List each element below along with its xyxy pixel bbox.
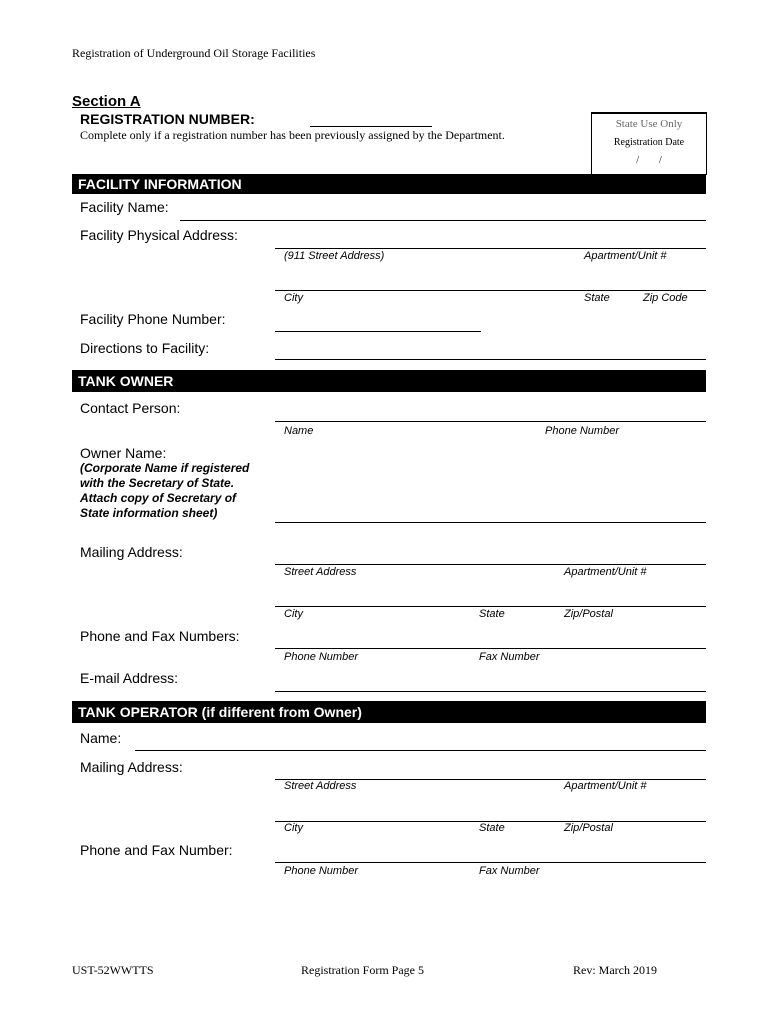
- footer-revision: Rev: March 2019: [573, 963, 657, 977]
- owner-street-field[interactable]: [275, 545, 706, 563]
- directions-label: Directions to Facility:: [80, 340, 210, 356]
- facility-street-caption: (911 Street Address): [284, 250, 385, 262]
- facility-name-line: [180, 220, 706, 221]
- owner-zip-caption: Zip/Postal: [564, 608, 613, 620]
- facility-city-line: [275, 290, 706, 291]
- directions-field[interactable]: [275, 340, 706, 358]
- facility-section-header: FACILITY INFORMATION: [72, 174, 706, 194]
- facility-phone-line: [275, 331, 481, 332]
- state-use-title: State Use Only: [615, 118, 683, 130]
- owner-city-caption: City: [284, 608, 303, 620]
- owner-name-field[interactable]: [275, 503, 706, 521]
- operator-city-caption: City: [284, 822, 303, 834]
- operator-section-header: TANK OPERATOR (if different from Owner): [72, 701, 706, 723]
- owner-phone-caption: Phone Number: [284, 651, 358, 663]
- owner-note-line-2: with the Secretary of State.: [80, 476, 235, 490]
- owner-name-label: Owner Name:: [80, 445, 167, 461]
- registration-note: Complete only if a registration number has been previously assigned by the Department.: [80, 128, 505, 142]
- owner-city-field[interactable]: [275, 587, 706, 605]
- owner-phonefax-line: [275, 648, 706, 649]
- contact-person-line: [275, 421, 706, 422]
- facility-street-line: [275, 248, 706, 249]
- facility-phone-label: Facility Phone Number:: [80, 311, 226, 327]
- facility-phone-field[interactable]: [275, 312, 481, 330]
- operator-name-line: [135, 750, 706, 751]
- footer-form-id: UST-52WWTTS: [72, 963, 154, 977]
- operator-phone-caption: Phone Number: [284, 865, 358, 877]
- owner-note-line-4: State information sheet): [80, 506, 218, 520]
- facility-name-label: Facility Name:: [80, 199, 169, 215]
- operator-phonefax-field[interactable]: [275, 843, 706, 861]
- facility-apt-caption: Apartment/Unit #: [584, 250, 667, 262]
- operator-fax-caption: Fax Number: [479, 865, 540, 877]
- operator-city-field[interactable]: [275, 802, 706, 820]
- operator-state-caption: State: [479, 822, 505, 834]
- owner-apt-caption: Apartment/Unit #: [564, 566, 647, 578]
- email-label: E-mail Address:: [80, 670, 179, 686]
- operator-name-label: Name:: [80, 730, 122, 746]
- email-field[interactable]: [275, 672, 706, 690]
- owner-city-line: [275, 606, 706, 607]
- email-line: [275, 691, 706, 692]
- operator-phonefax-line: [275, 862, 706, 863]
- facility-address-label: Facility Physical Address:: [80, 227, 238, 243]
- owner-phonefax-label: Phone and Fax Numbers:: [80, 628, 240, 644]
- operator-street-field[interactable]: [275, 760, 706, 778]
- owner-fax-caption: Fax Number: [479, 651, 540, 663]
- owner-phonefax-field[interactable]: [275, 629, 706, 647]
- facility-city-field[interactable]: [275, 271, 706, 289]
- registration-date-value: / /: [636, 155, 662, 166]
- owner-mailing-label: Mailing Address:: [80, 544, 183, 560]
- owner-street-caption: Street Address: [284, 566, 357, 578]
- registration-date-label: Registration Date: [613, 137, 685, 148]
- facility-street-field[interactable]: [275, 229, 706, 247]
- registration-number-field[interactable]: [310, 109, 432, 127]
- operator-street-caption: Street Address: [284, 780, 357, 792]
- facility-state-caption: State: [584, 292, 610, 304]
- footer-page-label: Registration Form Page 5: [301, 963, 424, 977]
- owner-section-header: TANK OWNER: [72, 370, 706, 392]
- owner-street-line: [275, 564, 706, 565]
- section-title: Section A: [72, 93, 141, 110]
- state-use-box: [591, 112, 707, 175]
- owner-name-note: [80, 461, 249, 521]
- owner-state-caption: State: [479, 608, 505, 620]
- directions-line: [275, 359, 706, 360]
- facility-name-field[interactable]: [180, 201, 706, 219]
- contact-name-caption: Name: [284, 425, 314, 437]
- facility-zip-caption: Zip Code: [643, 292, 688, 304]
- owner-note-line-3: Attach copy of Secretary of: [80, 491, 237, 505]
- running-header: Registration of Underground Oil Storage Facilities: [72, 46, 316, 60]
- operator-name-field[interactable]: [135, 731, 706, 749]
- operator-mailing-label: Mailing Address:: [80, 759, 183, 775]
- owner-name-line: [275, 522, 706, 523]
- owner-note-line-1: (Corporate Name if registered: [80, 461, 250, 475]
- operator-zip-caption: Zip/Postal: [564, 822, 613, 834]
- registration-number-label: REGISTRATION NUMBER:: [80, 111, 255, 127]
- operator-phonefax-label: Phone and Fax Number:: [80, 842, 233, 858]
- contact-person-label: Contact Person:: [80, 400, 181, 416]
- contact-person-field[interactable]: [275, 402, 706, 420]
- operator-apt-caption: Apartment/Unit #: [564, 780, 647, 792]
- facility-city-caption: City: [284, 292, 303, 304]
- contact-phone-caption: Phone Number: [545, 425, 619, 437]
